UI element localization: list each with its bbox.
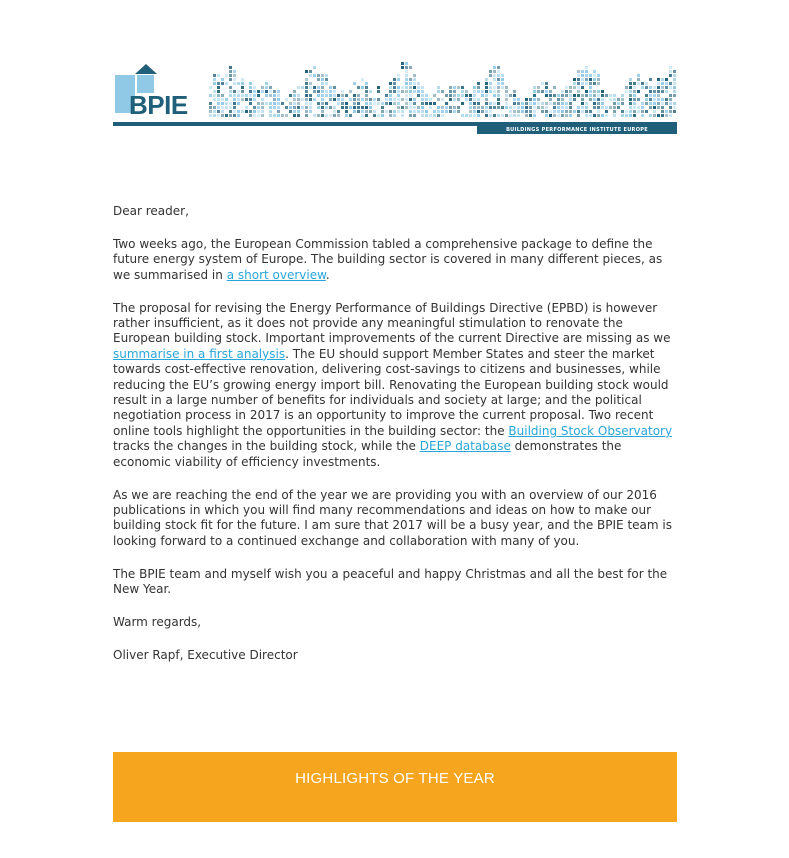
deep-database-link[interactable]: DEEP database xyxy=(419,439,511,454)
p2-text-c: tracks the changes in the building stock, while the xyxy=(113,439,420,454)
header-banner xyxy=(113,62,677,134)
first-analysis-link[interactable]: summarise in a first analysis xyxy=(113,346,286,361)
paragraph-2 xyxy=(113,301,679,470)
greeting: Dear reader, xyxy=(113,204,189,218)
p1-text-a: Two weeks ago, the European Commission tabled a comprehensive package to define the future energy system of Europe. The building sector is covered in many different pieces, as we summarised in xyxy=(113,236,663,282)
paragraph-1 xyxy=(113,237,679,283)
p2-text-d: demonstrates the economic viability of efficiency investments. xyxy=(113,439,622,469)
paragraph-4: The BPIE team and myself wish you a peaceful and happy Christmas and all the best for the New Year. xyxy=(113,566,668,597)
skyline-graphic xyxy=(209,62,677,120)
closing: Warm regards, xyxy=(113,615,202,630)
letter-body xyxy=(113,204,679,681)
paragraph-3: As we are reaching the end of the year we are providing you with an overview of our 2016 publications in which you will find many recommendations and ideas on how to make our building stock fit for the future. I am sure that 2017 will be a busy year, and the BPIE team is looking forward to a continued exchange and collaboration with many of you. xyxy=(113,487,672,548)
short-overview-link[interactable]: a short overview xyxy=(226,267,326,282)
logo-text: BPIE xyxy=(129,90,188,120)
highlights-banner[interactable]: HIGHLIGHTS OF THE YEAR xyxy=(113,752,677,822)
p1-text-b: . xyxy=(325,267,330,282)
p2-text-b: . The EU should support Member States and steer the market towards cost-effective renovation, delivering cost-savings to citizens and businesses, while reducing the EU’s growing energy import bill. Renovating the European building stock would result in a large number of benefits for individuals and society at large; and the political negotiation process in 2017 is an opportunity to improve the current proposal. Two recent online tools highlight the opportunities in the building sector: the xyxy=(113,346,669,438)
signature: Oliver Rapf, Executive Director xyxy=(113,647,298,662)
header-subtitle: BUILDINGS PERFORMANCE INSTITUTE EUROPE xyxy=(477,126,677,134)
p2-text-a: The proposal for revising the Energy Performance of Buildings Directive (EPBD) is however rather insufficient, as it does not provide any meaningful stimulation to renovate the European building stock. Important improvements of the current Directive are missing as we xyxy=(113,300,671,346)
building-stock-observatory-link[interactable]: Building Stock Observatory xyxy=(508,423,673,438)
